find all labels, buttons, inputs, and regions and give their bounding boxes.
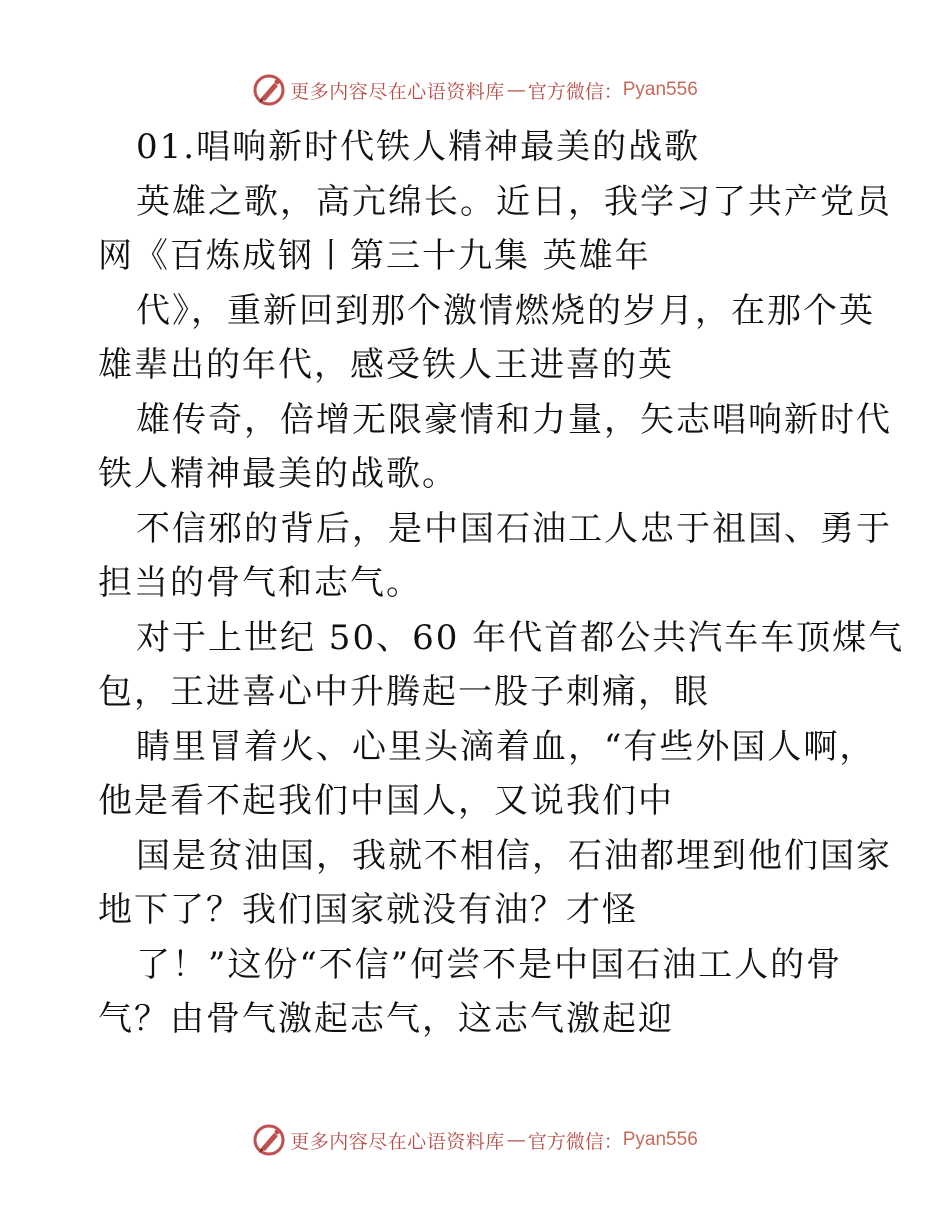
watermark-dash: — — [506, 1129, 526, 1151]
footer-watermark — [0, 1120, 950, 1160]
text-line: 国是贫油国，我就不相信，石油都埋到他们国家 — [136, 835, 892, 876]
watermark-text: 更多内容尽在心语资料库 — [290, 80, 505, 103]
text-line: 对于上世纪 50、60 年代首都公共汽车车顶煤气 — [136, 617, 905, 658]
text-line: 英雄之歌，高亢绵长。近日，我学习了共产党员 — [136, 181, 892, 222]
text-line: 了！”这份“不信”何尝不是中国石油工人的骨 — [136, 944, 843, 985]
document-title: 01.唱响新时代铁人精神最美的战歌 — [136, 127, 701, 167]
text-line: 不信邪的背后，是中国石油工人忠于祖国、勇于 — [136, 508, 892, 549]
watermark-wechat-id: Pyan556 — [622, 79, 698, 100]
text-line: 担当的骨气和志气。 — [98, 563, 422, 603]
header-watermark — [0, 70, 950, 110]
watermark-dash: — — [506, 79, 526, 101]
watermark-wechat-label: 官方微信： — [527, 1130, 623, 1153]
watermark-text: 更多内容尽在心语资料库 — [290, 1130, 505, 1153]
text-line: 雄传奇，倍增无限豪情和力量，矢志唱响新时代 — [136, 399, 892, 440]
pen-logo-icon — [252, 1123, 286, 1157]
text-line: 铁人精神最美的战歌。 — [98, 454, 458, 494]
watermark-wechat-id: Pyan556 — [622, 1129, 698, 1150]
text-line: 睛里冒着火、心里头滴着血，“有些外国人啊， — [136, 726, 876, 767]
text-line: 代》，重新回到那个激情燃烧的岁月，在那个英 — [136, 290, 875, 331]
document-body — [98, 120, 905, 1047]
watermark-wechat-label: 官方微信： — [527, 80, 623, 103]
text-line: 雄辈出的年代，感受铁人王进喜的英 — [98, 345, 674, 385]
text-line: 地下了？我们国家就没有油？才怪 — [98, 890, 638, 930]
text-line: 气？由骨气激起志气，这志气激起迎 — [98, 999, 674, 1039]
text-line: 网《百炼成钢丨第三十九集 英雄年 — [98, 236, 651, 276]
text-line: 他是看不起我们中国人，又说我们中 — [98, 781, 674, 821]
text-line: 包，王进喜心中升腾起一股子刺痛，眼 — [98, 672, 710, 712]
pen-logo-icon — [252, 73, 286, 107]
